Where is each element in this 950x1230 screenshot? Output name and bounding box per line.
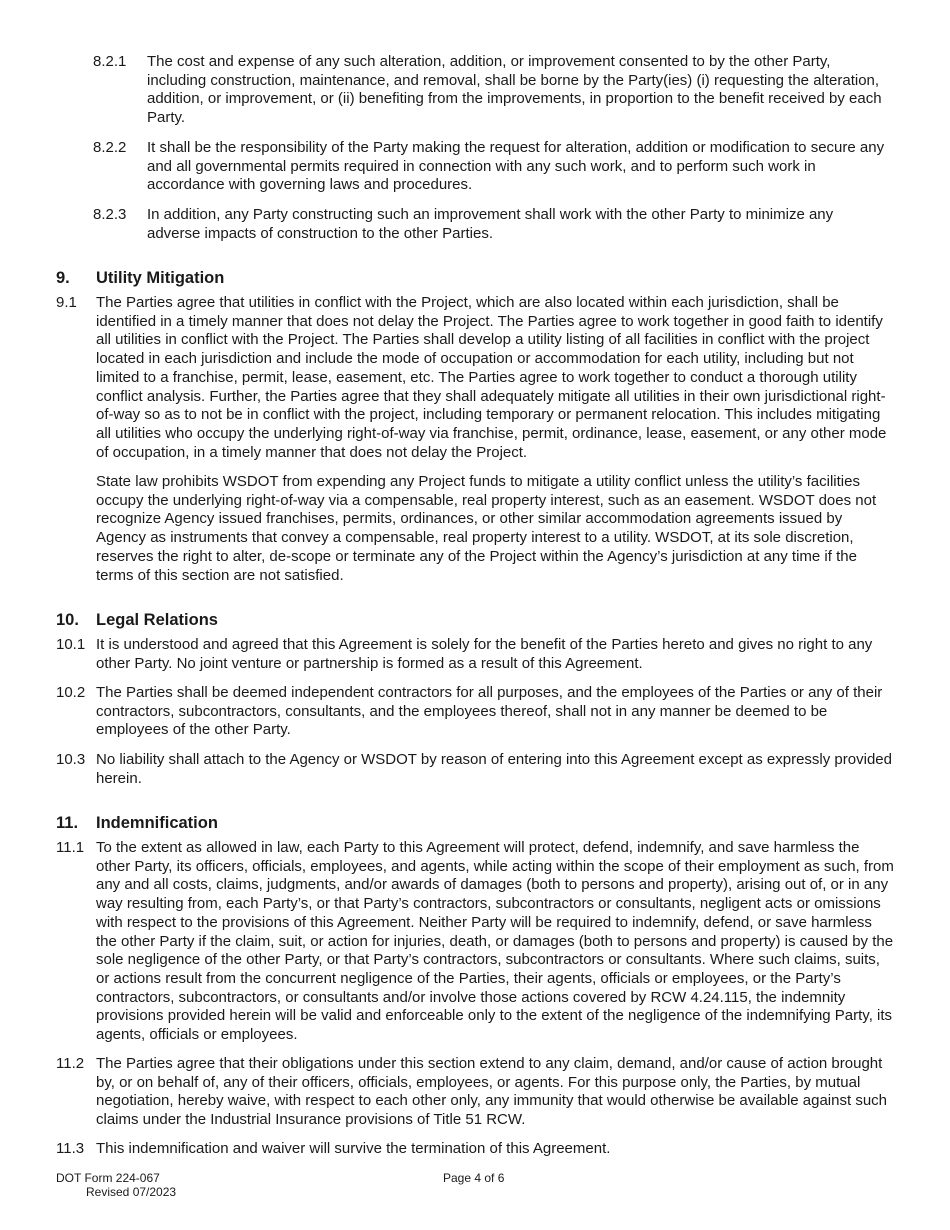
footer-form-number: DOT Form 224-067: [56, 1171, 160, 1185]
clause-text: The Parties shall be deemed independent contractors for all purposes, and the employees of the Parties or any of their contractors, subcontractors, consultants, and the employees thereof, shall not in any manner be deemed to be employees of the other Party.: [96, 684, 883, 739]
clause-text: It shall be the responsibility of the Party making the request for alteration, addition or modification to secure any and all governmental permits required in connection with any such work, and to perform such work in accordance with governing laws and procedures.: [147, 139, 885, 194]
clause-text: To the extent as allowed in law, each Party to this Agreement will protect, defend, indemnify, and save harmless the other Party, its officers, officials, employees, and agents, while acting within the scope of their employment as such, from any and all costs, claims, judgments, and/or awards of damages (both to persons and property), arising out of, or in any way resulting from, each Party’s, or that Party’s contractors, subcontractors or consultants, negligent acts or omissions with respect to the provisions of this Agreement. Neither Party will be required to indemnify, defend, or save harmless the other Party if the claim, suit, or action for injuries, death, or damages (both to persons and property) is caused by the sole negligence of the other Party, or that Party’s contractors, subcontractors or consultants. Where such claims, suits, or actions result from the concurrent negligence of the Parties, their agents, officials or employees, or the Party’s contractors, subcontractors, or consultants and/or involve those actions covered by RCW 4.24.115, the indemnity provisions provided herein will be valid and enforceable only to the extent of the negligence of the indemnifying Party, its agents, officials or employees.: [96, 839, 894, 1044]
clause-number: 8.2.1: [93, 53, 127, 70]
clause-number: 10.3: [56, 751, 86, 768]
clause-number: 9.1: [56, 294, 77, 311]
clause-text: The Parties agree that utilities in conflict with the Project, which are also located within each jurisdiction, shall be identified in a timely manner that does not delay the Project. The Parties agree to work together in good faith to identify all utilities in conflict with the Project. The Parties shall develop a utility listing of all facilities in conflict with the project located in each jurisdiction and include the mode of occupation or accommodation for each utility, including but not limited to a franchise, permit, lease, easement, etc. The Parties agree to work together to conduct a thorough utility conflict analysis. Further, the Parties agree that they shall adequately mitigate all utilities in their own jurisdictional right-of-way so as to not be in conflict with the project, including temporary or permanent relocation. This includes mitigating all utilities who occupy the underlying right-of-way via franchise, permit, ordinance, lease, easement, or any other mode of occupation, in a timely manner that does not delay the Project.: [96, 294, 887, 461]
footer-revised-date: Revised 07/2023: [86, 1185, 177, 1199]
section-number: 9.: [56, 269, 70, 287]
section-title: Indemnification: [96, 814, 218, 832]
clause-number: 11.1: [56, 839, 85, 856]
clause-number: 8.2.2: [93, 139, 127, 156]
clause-number: 10.1: [56, 636, 86, 653]
clause-number: 8.2.3: [93, 206, 127, 223]
clause-text: In addition, any Party constructing such an improvement shall work with the other Party to minimize any adverse impacts of construction to the other Parties.: [147, 206, 834, 242]
section-9-paragraph: State law prohibits WSDOT from expending any Project funds to mitigate a utility conflict unless the utility’s facilities occupy the underlying right-of-way via a compensable, real property interest, such as an easement. WSDOT does not recognize Agency issued franchises, permits, ordinances, or other similar accommodation agreements issued by Agency as instruments that convey a compensable, real property interest to a utility. WSDOT, at its sole discretion, reserves the right to alter, de-scope or terminate any of the Project within the Agency’s jurisdiction at any time if the terms of this section are not satisfied.: [96, 473, 877, 584]
section-number: 11.: [56, 814, 79, 832]
section-title: Utility Mitigation: [96, 269, 225, 287]
clause-number: 11.3: [56, 1140, 85, 1157]
clause-number: 10.2: [56, 684, 86, 701]
footer-page-number: Page 4 of 6: [443, 1171, 505, 1185]
clause-text: The Parties agree that their obligations under this section extend to any claim, demand, and/or cause of action brought by, or on behalf of, any of their officers, officials, employees, or agents. For this purpose only, the Parties, by mutual negotiation, hereby waive, with respect to each other only, any immunity that would otherwise be available against such claims under the Industrial Insurance provisions of Title 51 RCW.: [96, 1055, 888, 1129]
clause-number: 11.2: [56, 1055, 85, 1072]
section-title: Legal Relations: [96, 611, 218, 629]
clause-text: It is understood and agreed that this Agreement is solely for the benefit of the Parties hereto and gives no right to any other Party. No joint venture or partnership is formed as a result of this Agreement.: [96, 636, 873, 672]
clause-text: No liability shall attach to the Agency or WSDOT by reason of entering into this Agreement except as expressly provided herein.: [96, 751, 892, 787]
clause-text: This indemnification and waiver will survive the termination of this Agreement.: [96, 1140, 611, 1157]
clause-text: The cost and expense of any such alteration, addition, or improvement consented to by the other Party, including construction, maintenance, and removal, shall be borne by the Party(ies) (i) requesting the alteration, addition, or improvement, or (ii) benefiting from the improvements, in proportion to the benefit received by each Party.: [147, 53, 882, 127]
section-number: 10.: [56, 611, 79, 629]
